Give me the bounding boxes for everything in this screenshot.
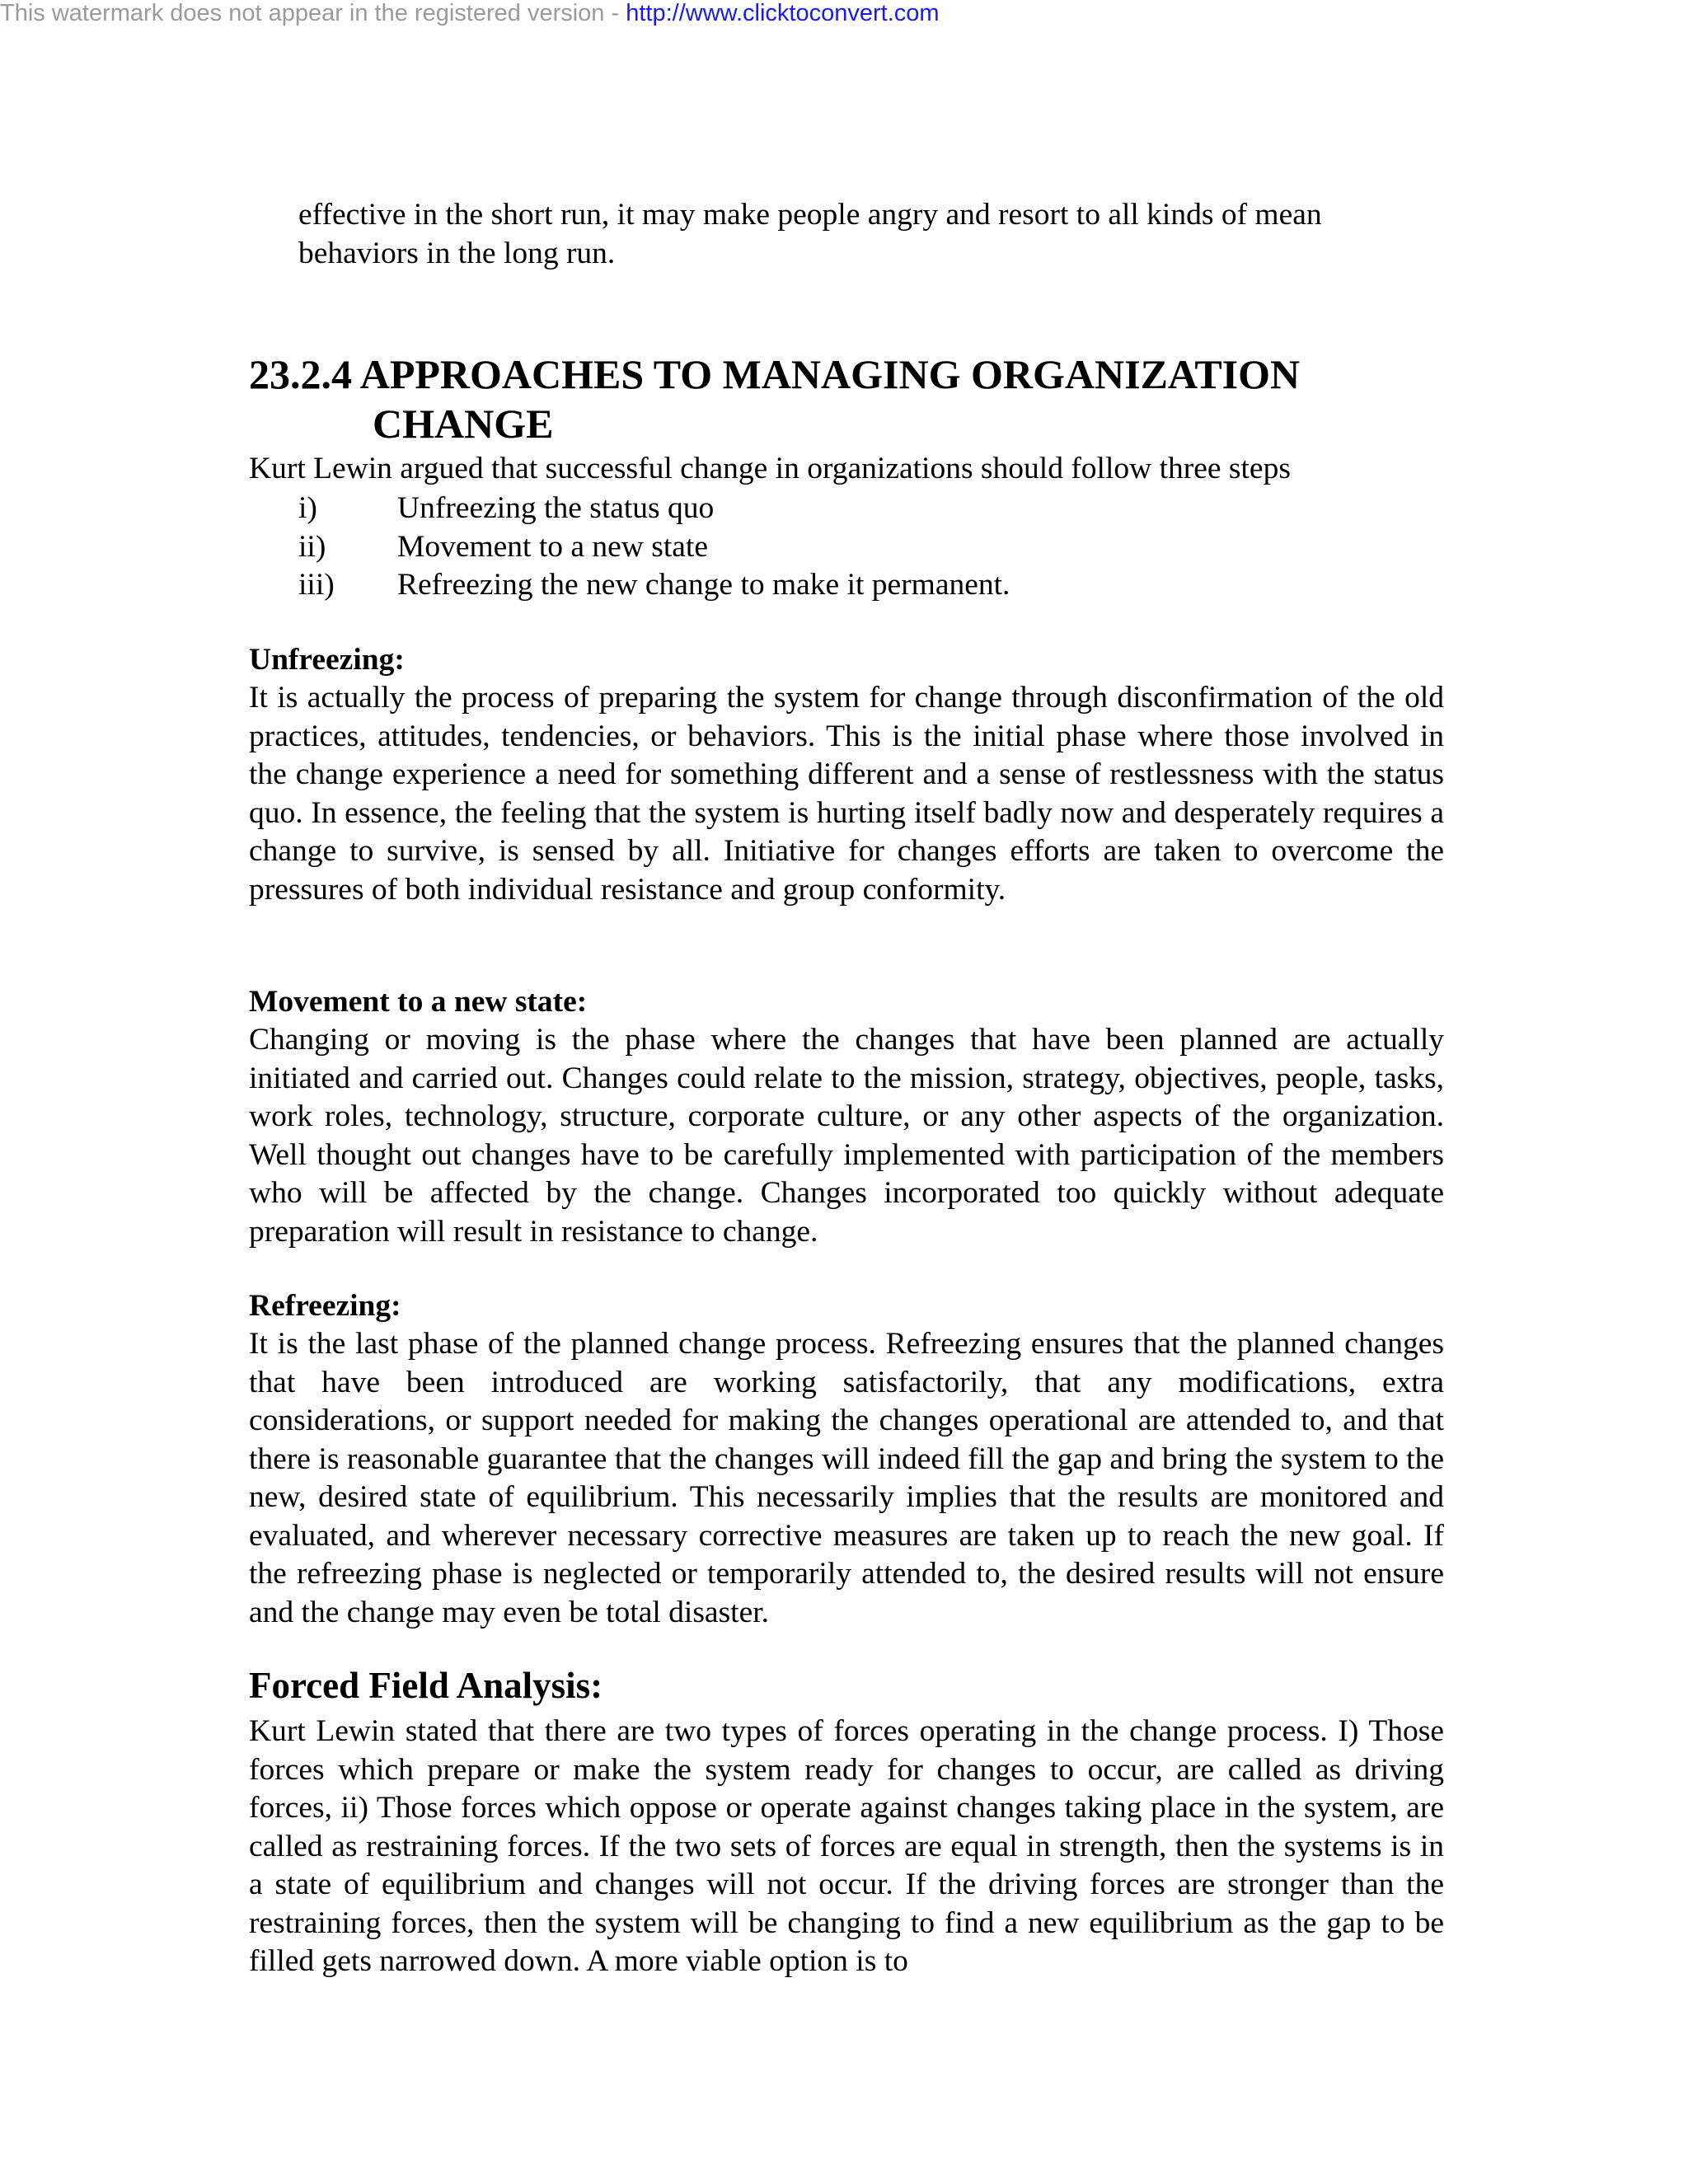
list-item: [298, 528, 1010, 567]
forced-field-heading: Forced Field Analysis:: [249, 1665, 603, 1706]
steps-list: [298, 490, 1010, 605]
unfreezing-heading: Unfreezing:: [249, 643, 405, 677]
movement-heading: Movement to a new state:: [249, 985, 588, 1019]
movement-paragraph: Changing or moving is the phase where the changes that have been planned are actually initiated and carried out. Changes could relate to the mission, strategy, objectives, people, tasks, work roles, technology, structure, corporate culture, or any other aspects of the organization. Well thought out changes have to be carefully implemented with participation of the members who will be affected by the change. Changes incorporated too quickly without adequate preparation will result in resistance to change.: [249, 1023, 1444, 1249]
list-item-number: i): [298, 491, 317, 525]
forced-field-paragraph: Kurt Lewin stated that there are two types of forces operating in the change process. I) Those forces which prepare or make the system ready for changes to occur, are called as driving forces, ii) Those forces which oppose or operate against changes taking place in the system, are called as restraining forces. If the two sets of forces are equal in strength, then the systems is in a state of equilibrium and changes will not occur. If the driving forces are stronger than the restraining forces, then the system will be changing to find a new equilibrium as the gap to be filled gets narrowed down. A more viable option is to: [249, 1714, 1444, 1978]
refreezing-paragraph: It is the last phase of the planned change process. Refreezing ensures that the planned changes that have been introduced are working satisfactorily, that any modifications, extra considerations, or support needed for making the changes operational are attended to, and that there is reasonable guarantee that the changes will indeed fill the gap and bring the system to the new, desired state of equilibrium. This necessarily implies that the results are monitored and evaluated, and wherever necessary corrective measures are taken up to reach the new goal. If the refreezing phase is neglected or temporarily attended to, the desired results will not ensure and the change may even be total disaster.: [249, 1327, 1444, 1629]
watermark-text: This watermark does not appear in the registered version -: [0, 0, 626, 26]
unfreezing-paragraph: It is actually the process of preparing the system for change through disconfirmation of the old practices, attitudes, tendencies, or behaviors. This is the initial phase where those involved in the change experience a need for something different and a sense of restlessness with the status quo. In essence, the feeling that the system is hurting itself badly now and desperately requires a change to survive, is sensed by all. Initiative for changes efforts are taken to overcome the pressures of both individual resistance and group conformity.: [249, 681, 1444, 907]
list-item-text: Refreezing the new change to make it permanent.: [397, 568, 1010, 602]
section-heading-line2: CHANGE: [373, 401, 554, 447]
section-heading: [249, 349, 1444, 448]
list-item-text: Unfreezing the status quo: [397, 491, 715, 525]
section-heading-line1: 23.2.4 APPROACHES TO MANAGING ORGANIZATION: [249, 351, 1301, 397]
list-item-number: ii): [298, 529, 326, 564]
watermark-link[interactable]: http://www.clicktoconvert.com: [626, 0, 940, 26]
continued-paragraph: effective in the short run, it may make people angry and resort to all kinds of mean behaviors in the long run.: [298, 198, 1322, 270]
list-item-number: iii): [298, 568, 335, 602]
list-item: [298, 566, 1010, 605]
refreezing-heading: Refreezing:: [249, 1289, 401, 1323]
lewin-intro-paragraph: Kurt Lewin argued that successful change in organizations should follow three steps: [249, 452, 1291, 485]
list-item-text: Movement to a new state: [397, 529, 708, 564]
list-item: [298, 490, 1010, 528]
